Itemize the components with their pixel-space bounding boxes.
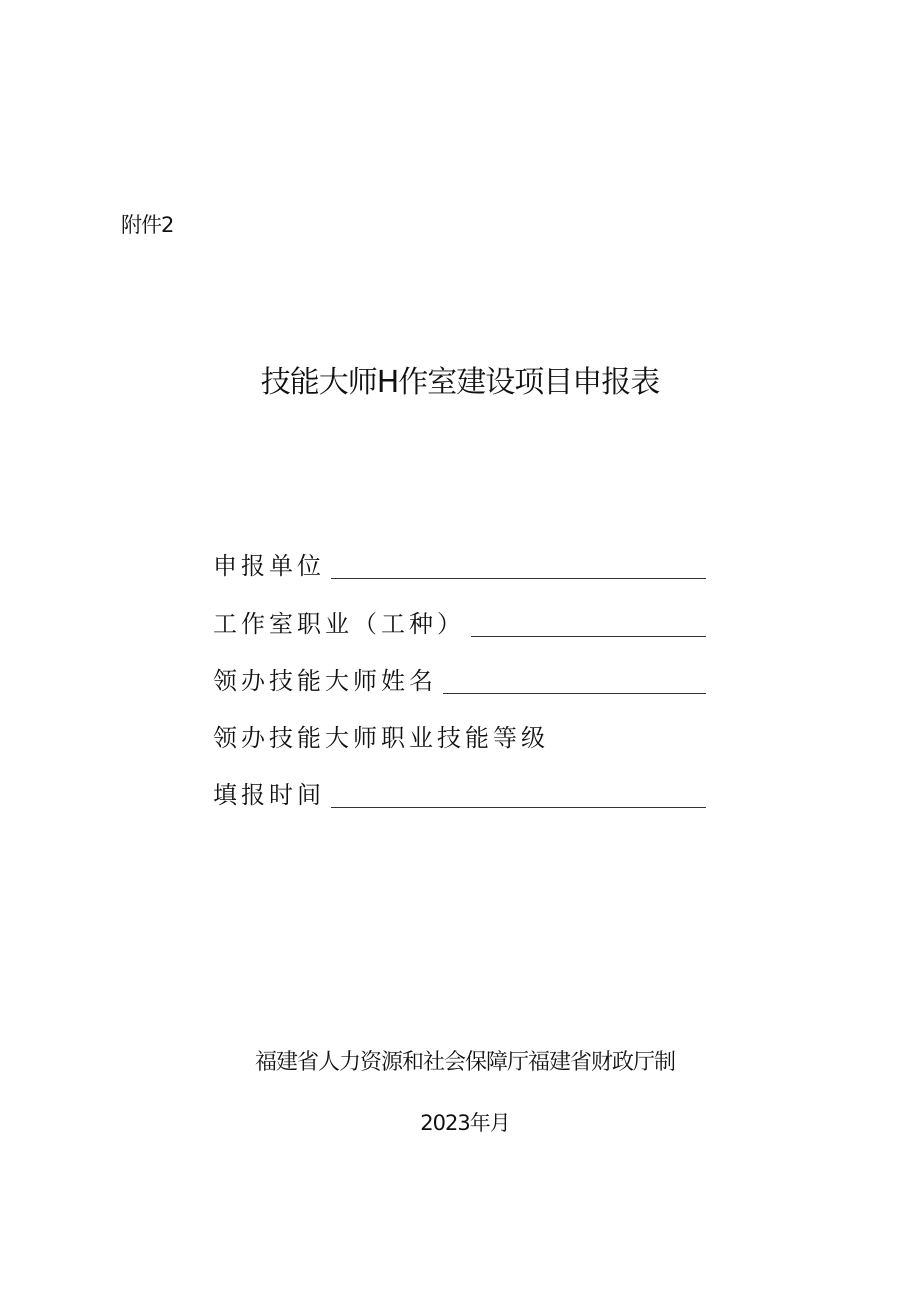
form-field-master-name [213,666,706,696]
issuer-text: 福建省人力资源和社会保障厅福建省财政厅制 [254,1050,675,1075]
form-label: 工作室职业（工种） [213,610,465,638]
form-field-fill-date [213,780,706,810]
form-field-studio-occupation [213,609,706,639]
issue-date: 2023年月 [420,1111,510,1135]
form-field-applicant-unit [213,551,706,581]
form-field-master-skill-level [213,723,706,753]
form-label: 领办技能大师职业技能等级 [213,724,549,752]
fill-in-line [331,577,706,579]
document-title: 技能大师H作室建设项目申报表 [260,365,660,400]
attachment-label: 附件2 [121,213,174,237]
form-label: 填报时间 [213,781,325,809]
fill-in-line [471,635,706,637]
form-label: 领办技能大师姓名 [213,667,437,695]
fill-in-line [443,692,706,694]
form-label: 申报单位 [213,552,325,580]
fill-in-line [331,806,706,808]
